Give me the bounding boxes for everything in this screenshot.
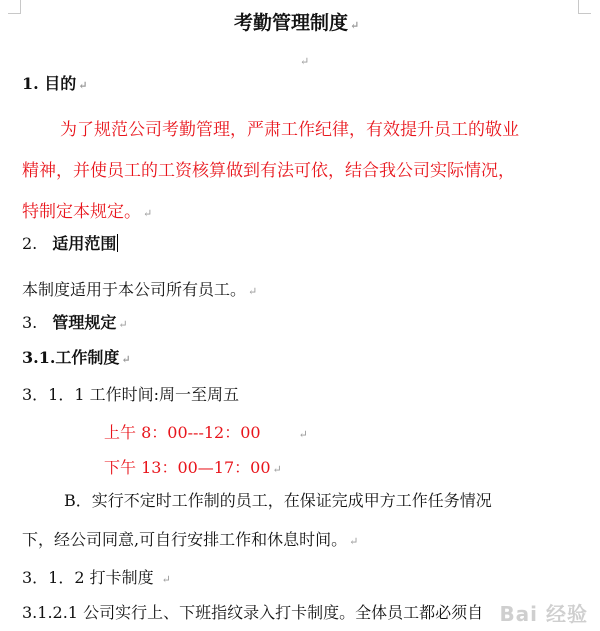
afternoon-hours-text: 下午 13：00—17：00 — [104, 458, 271, 477]
crop-mark-top-right — [578, 0, 591, 14]
section-1-body-line — [22, 161, 515, 181]
work-hours-label: 3．1．1 工作时间:周一至周五 — [22, 385, 240, 404]
paragraph-mark: ↵ — [300, 55, 310, 68]
morning-hours-text: 上午 8：00---12：00 — [104, 423, 261, 442]
watermark-text: Bai 经验 — [499, 602, 588, 626]
body-text: 特制定本规定。 — [22, 202, 141, 222]
section-3-1-heading-text: 3.1.工作制度 — [22, 348, 120, 367]
section-2-number: 2. — [22, 234, 38, 253]
paragraph-mark: ↵ — [349, 535, 359, 548]
title-text: 考勤管理制度 — [234, 12, 349, 34]
paragraph-mark: ↵ — [248, 285, 258, 298]
empty-paragraph — [298, 50, 309, 72]
section-3-heading-text: 管理规定 — [52, 313, 117, 332]
body-text: 下，经公司同意,可自行安排工作和休息时间。 — [22, 530, 348, 549]
paragraph-b-line — [22, 530, 358, 552]
crop-mark-top-left — [8, 0, 21, 14]
baidu-jingyan-watermark — [499, 598, 588, 627]
document-title — [234, 13, 359, 36]
paragraph-mark: ↵ — [121, 353, 131, 366]
clock-in-item — [22, 568, 171, 590]
work-hours-item — [22, 385, 239, 405]
body-text: 精神，并使员工的工资核算做到有法可依，结合我公司实际情况， — [22, 161, 515, 181]
clock-in-subitem — [22, 603, 483, 623]
paragraph-mark: ↵ — [143, 207, 153, 220]
text-cursor — [117, 234, 118, 252]
body-text: 为了规范公司考勤管理，严肃工作纪律，有效提升员工的敬业 — [60, 120, 519, 140]
section-3-1-heading — [22, 348, 131, 370]
morning-hours — [104, 423, 308, 445]
paragraph-mark: ↵ — [272, 463, 282, 476]
paragraph-b-line — [64, 491, 492, 511]
paragraph-mark: ↵ — [78, 79, 88, 92]
section-3-number: 3. — [22, 313, 38, 332]
afternoon-hours — [104, 458, 282, 480]
paragraph-mark: ↵ — [118, 318, 128, 331]
section-1-heading — [22, 74, 88, 96]
section-3-heading — [22, 313, 128, 335]
section-1-body-line — [60, 120, 519, 140]
paragraph-mark: ↵ — [161, 573, 171, 586]
body-text: B．实行不定时工作制的员工，在保证完成甲方工作任务情况 — [64, 491, 492, 510]
body-text: 3.1.2.1 公司实行上、下班指纹录入打卡制度。全体员工都必须自 — [22, 603, 484, 622]
body-text: 本制度适用于本公司所有员工。 — [22, 280, 247, 299]
paragraph-mark: ↵ — [350, 19, 360, 32]
paragraph-mark: ↵ — [298, 428, 308, 441]
section-2-body — [22, 280, 257, 302]
section-1-heading-text: 1. 目的 — [22, 74, 77, 93]
section-2-heading — [22, 234, 118, 254]
section-2-heading-text: 适用范围 — [52, 234, 117, 253]
section-1-body-line — [22, 202, 152, 224]
clock-in-label: 3．1．2 打卡制度 — [22, 568, 154, 587]
